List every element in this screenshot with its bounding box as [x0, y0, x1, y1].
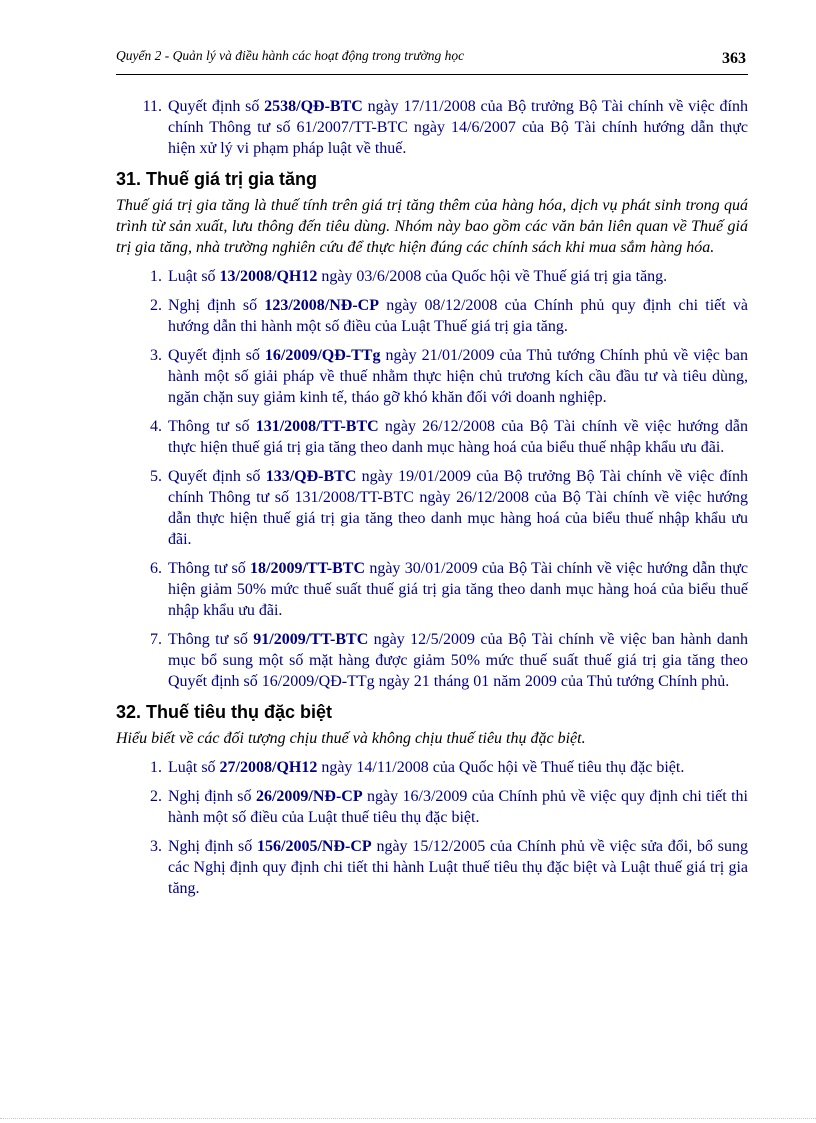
item-number: 1. — [150, 759, 162, 776]
list-item — [116, 416, 748, 458]
item-number: 2. — [150, 788, 162, 805]
item-number: 7. — [150, 631, 162, 648]
continued-list — [116, 96, 748, 159]
item-number: 5. — [150, 468, 162, 485]
item-number: 1. — [150, 268, 162, 285]
document-code: 2538/QĐ-BTC — [264, 98, 363, 115]
item-text: Quyết định số 16/2009/QĐ-TTg ngày 21/01/2009 của Thủ tướng Chính phủ về việc ban hành một số giải pháp về thuế nhằm thực hiện chủ trương kích cầu đầu tư và tiêu dùng, ngăn chặn suy giảm kinh tế, tháo gỡ khó khăn đối với doanh nghiệp. — [168, 347, 748, 406]
section-intro: Thuế giá trị gia tăng là thuế tính trên giá trị tăng thêm của hàng hóa, dịch vụ phát sinh trong quá trình từ sản xuất, lưu thông đến tiêu dùng. Nhóm này bao gồm các văn bản liên quan về Thuế giá trị gia tăng, nhà trường nghiên cứu để thực hiện đúng các chính sách khi mua sắm hàng hóa. — [116, 197, 748, 256]
list-item — [116, 757, 748, 778]
list-item — [116, 266, 748, 287]
list-item — [116, 96, 748, 159]
section-heading: 32. Thuế tiêu thụ đặc biệt — [116, 702, 333, 722]
item-text: Luật số 13/2008/QH12 ngày 03/6/2008 của Quốc hội về Thuế giá trị gia tăng. — [168, 268, 668, 285]
list-item — [116, 466, 748, 550]
page-header — [116, 44, 748, 75]
page-number: 363 — [722, 50, 746, 67]
list-item — [116, 345, 748, 408]
item-text: Luật số 27/2008/QH12 ngày 14/11/2008 của Quốc hội về Thuế tiêu thụ đặc biệt. — [168, 759, 685, 776]
item-text: Quyết định số 133/QĐ-BTC ngày 19/01/2009 của Bộ trưởng Bộ Tài chính về việc đính chính Thông tư số 131/2008/TT-BTC ngày 26/12/2008 của Bộ Tài chính về việc hướng dẫn thực hiện thuế giá trị gia tăng theo danh mục hàng hoá của biểu thuế nhập khẩu ưu đãi. — [168, 468, 748, 548]
running-title: Quyển 2 - Quản lý và điều hành các hoạt động trong trường học — [116, 48, 465, 63]
page-bottom-divider — [0, 1118, 816, 1119]
document-code: 156/2005/NĐ-CP — [257, 838, 372, 855]
item-number: 2. — [150, 297, 162, 314]
list-item — [116, 558, 748, 621]
item-text: Thông tư số 131/2008/TT-BTC ngày 26/12/2008 của Bộ Tài chính về việc hướng dẫn thực hiện thuế giá trị gia tăng theo danh mục hàng hoá của biểu thuế nhập khẩu ưu đãi. — [168, 418, 748, 456]
page-content — [116, 96, 748, 907]
document-code: 133/QĐ-BTC — [265, 468, 357, 485]
item-text: Nghị định số 156/2005/NĐ-CP ngày 15/12/2005 của Chính phủ về việc sửa đổi, bổ sung các Nghị định quy định chi tiết thi hành Luật thuế tiêu thụ đặc biệt và Luật thuế giá trị gia tăng. — [168, 838, 748, 897]
excise-documents-list — [116, 757, 748, 899]
item-text: Quyết định số 2538/QĐ-BTC ngày 17/11/2008 của Bộ trưởng Bộ Tài chính về việc đính chính Thông tư số 61/2007/TT-BTC ngày 14/6/2007 của Bộ Tài chính hướng dẫn thực hiện xử lý vi phạm pháp luật về thuế. — [168, 98, 749, 157]
list-item — [116, 786, 748, 828]
vat-documents-list — [116, 266, 748, 692]
section-intro: Hiểu biết về các đối tượng chịu thuế và không chịu thuế tiêu thụ đặc biệt. — [116, 730, 586, 747]
list-item — [116, 295, 748, 337]
document-code: 131/2008/TT-BTC — [255, 418, 379, 435]
list-item — [116, 629, 748, 692]
document-code: 13/2008/QH12 — [219, 268, 318, 285]
document-code: 26/2009/NĐ-CP — [255, 788, 363, 805]
document-code: 123/2008/NĐ-CP — [264, 297, 379, 314]
item-number: 3. — [150, 347, 162, 364]
item-number: 4. — [150, 418, 162, 435]
item-text: Nghị định số 26/2009/NĐ-CP ngày 16/3/2009 của Chính phủ về việc quy định chi tiết thi hành một số điều của Luật thuế tiêu thụ đặc biệt. — [168, 788, 749, 826]
item-text: Nghị định số 123/2008/NĐ-CP ngày 08/12/2008 của Chính phủ quy định chi tiết và hướng dẫn thi hành một số điều của Luật Thuế giá trị gia tăng. — [168, 297, 749, 335]
document-code: 16/2009/QĐ-TTg — [264, 347, 381, 364]
item-number: 3. — [150, 838, 162, 855]
section-heading: 31. Thuế giá trị gia tăng — [116, 169, 318, 189]
document-code: 91/2009/TT-BTC — [253, 631, 369, 648]
document-code: 27/2008/QH12 — [219, 759, 318, 776]
item-number: 6. — [150, 560, 162, 577]
item-number: 11. — [142, 98, 162, 115]
item-text: Thông tư số 18/2009/TT-BTC ngày 30/01/2009 của Bộ Tài chính về việc hướng dẫn thực hiện giảm 50% mức thuế suất thuế giá trị gia tăng theo danh mục hàng hoá của biểu thuế nhập khẩu ưu đãi. — [168, 560, 748, 619]
list-item — [116, 836, 748, 899]
document-code: 18/2009/TT-BTC — [250, 560, 366, 577]
item-text: Thông tư số 91/2009/TT-BTC ngày 12/5/2009 của Bộ Tài chính về việc ban hành danh mục bổ sung một số mặt hàng được giảm 50% mức thuế suất thuế giá trị gia tăng theo Quyết định số 16/2009/QĐ-TTg ngày 21 tháng 01 năm 2009 của Thủ tướng Chính phủ. — [168, 631, 749, 690]
